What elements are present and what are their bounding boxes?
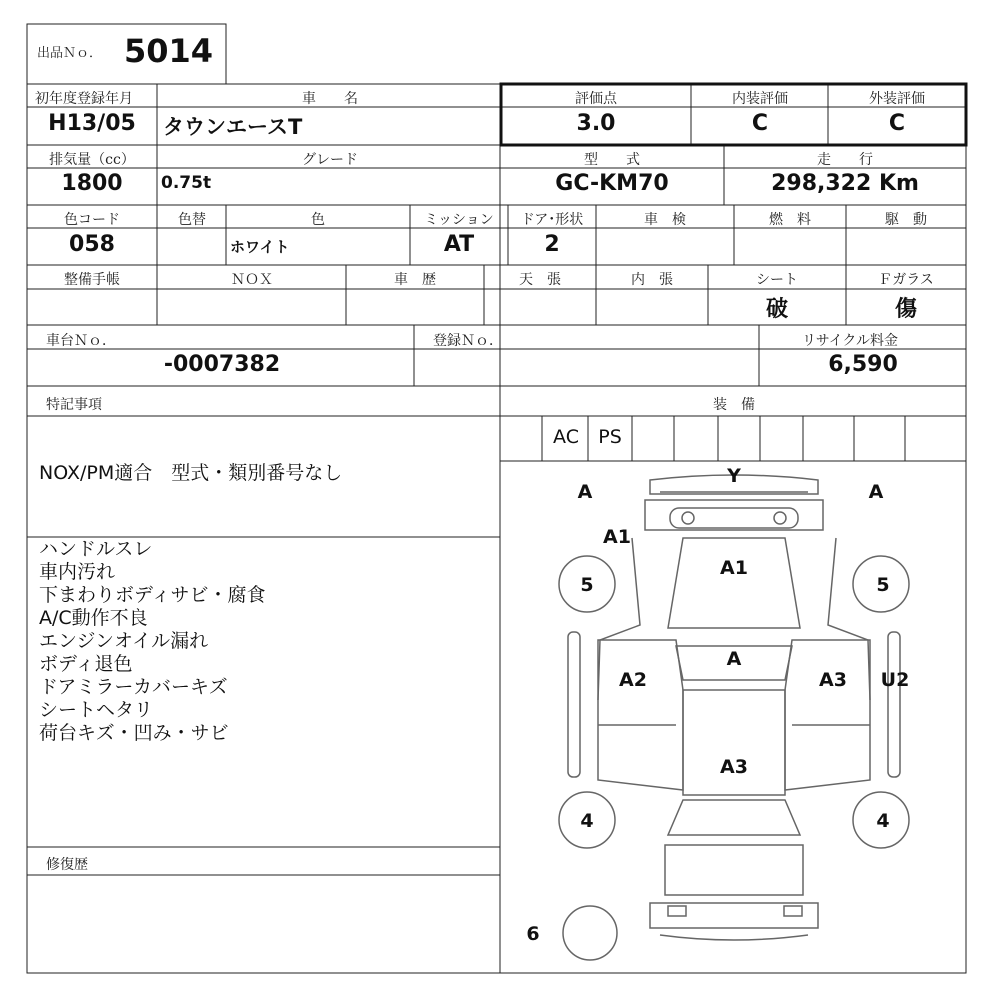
remark-item: エンジンオイル漏れ <box>39 630 209 652</box>
damage-mark: 4 <box>580 810 594 832</box>
damage-mark: A <box>726 648 742 670</box>
remark-item: 下まわりボディサビ・腐食 <box>39 584 266 606</box>
door-label: ドア･形状 <box>520 212 584 228</box>
lot-number: 5014 <box>124 32 214 70</box>
damage-mark: 5 <box>876 574 890 596</box>
car-name-value: タウンエースT <box>163 115 303 139</box>
remark-item: シートヘタリ <box>39 699 154 721</box>
seat-value: 破 <box>765 297 789 322</box>
interior-value: C <box>751 111 769 136</box>
repair-label: 修復歴 <box>46 857 88 873</box>
damage-mark: Y <box>727 465 741 487</box>
remark-item: A/C動作不良 <box>39 607 148 629</box>
seat-label: シート <box>756 272 798 288</box>
glass-label: Ｆガラス <box>878 272 934 288</box>
damage-mark: A3 <box>720 756 748 778</box>
displacement-label: 排気量（cc） <box>49 152 135 168</box>
remarks-label: 特記事項 <box>46 397 102 413</box>
damage-mark: A1 <box>603 526 631 548</box>
first-reg-label: 初年度登録年月 <box>35 91 133 107</box>
recycle-label: リサイクル料金 <box>801 333 899 349</box>
first-reg-value: H13/05 <box>48 111 136 136</box>
interior-label: 内装評価 <box>732 91 788 107</box>
remark-item: ドアミラーカバーキズ <box>39 676 228 698</box>
color-code-label: 色コード <box>64 212 120 228</box>
damage-mark: U2 <box>880 669 910 691</box>
exterior-value: C <box>888 111 906 136</box>
grade-label: グレード <box>302 152 358 168</box>
mission-value: AT <box>443 232 475 257</box>
drive-label: 駆 動 <box>885 212 927 228</box>
equipment-label: 装 備 <box>713 397 755 413</box>
damage-mark: A2 <box>619 669 647 691</box>
recycle-value: 6,590 <box>828 352 898 377</box>
damage-mark: 6 <box>526 923 540 945</box>
model-value: GC-KM70 <box>555 171 669 196</box>
remark-item: 荷台キズ・凹み・サビ <box>39 722 229 744</box>
mission-label: ミッション <box>424 212 494 228</box>
roof-label: 天 張 <box>519 272 561 288</box>
lining-label: 内 張 <box>631 272 673 288</box>
remark-item: 車内汚れ <box>39 561 116 583</box>
lot-label: 出品Ｎｏ． <box>37 46 103 61</box>
damage-mark: 5 <box>580 574 594 596</box>
damage-mark: A <box>577 481 593 503</box>
car-name-label: 車 名 <box>302 91 358 107</box>
chassis-label: 車台Ｎｏ． <box>46 333 116 349</box>
fuel-label: 燃 料 <box>769 212 811 228</box>
glass-value: 傷 <box>894 297 918 322</box>
remark-item: ボディ退色 <box>39 653 133 675</box>
color-label: 色 <box>311 212 325 228</box>
damage-mark: A1 <box>720 557 748 579</box>
grade-value: 0.75t <box>161 173 212 193</box>
exterior-label: 外装評価 <box>869 91 925 107</box>
equipment-cell: PS <box>598 426 622 448</box>
score-label: 評価点 <box>575 91 617 107</box>
remark-item: ハンドルスレ <box>39 538 153 560</box>
damage-mark: 4 <box>876 810 890 832</box>
mileage-label: 走 行 <box>817 152 873 168</box>
equipment-cell: AC <box>553 426 579 448</box>
damage-mark: A <box>868 481 884 503</box>
reg-label: 登録Ｎｏ． <box>433 333 503 349</box>
nox-label: ＮＯＸ <box>231 272 273 288</box>
color-change-label: 色替 <box>178 212 206 228</box>
color-code-value: 058 <box>69 232 115 257</box>
model-label: 型 式 <box>584 152 640 168</box>
displacement-value: 1800 <box>61 171 123 196</box>
history-label: 車 歴 <box>394 272 436 288</box>
maintenance-label: 整備手帳 <box>64 272 120 288</box>
inspection-label: 車 検 <box>644 212 686 228</box>
remarks-line1: NOX/PM適合 型式・類別番号なし <box>39 462 343 484</box>
door-value: 2 <box>544 232 560 257</box>
score-value: 3.0 <box>576 111 616 136</box>
mileage-value: 298,322 Km <box>771 171 919 196</box>
chassis-value: -0007382 <box>163 352 281 377</box>
color-value: ホワイト <box>230 238 290 256</box>
damage-mark: A3 <box>819 669 847 691</box>
